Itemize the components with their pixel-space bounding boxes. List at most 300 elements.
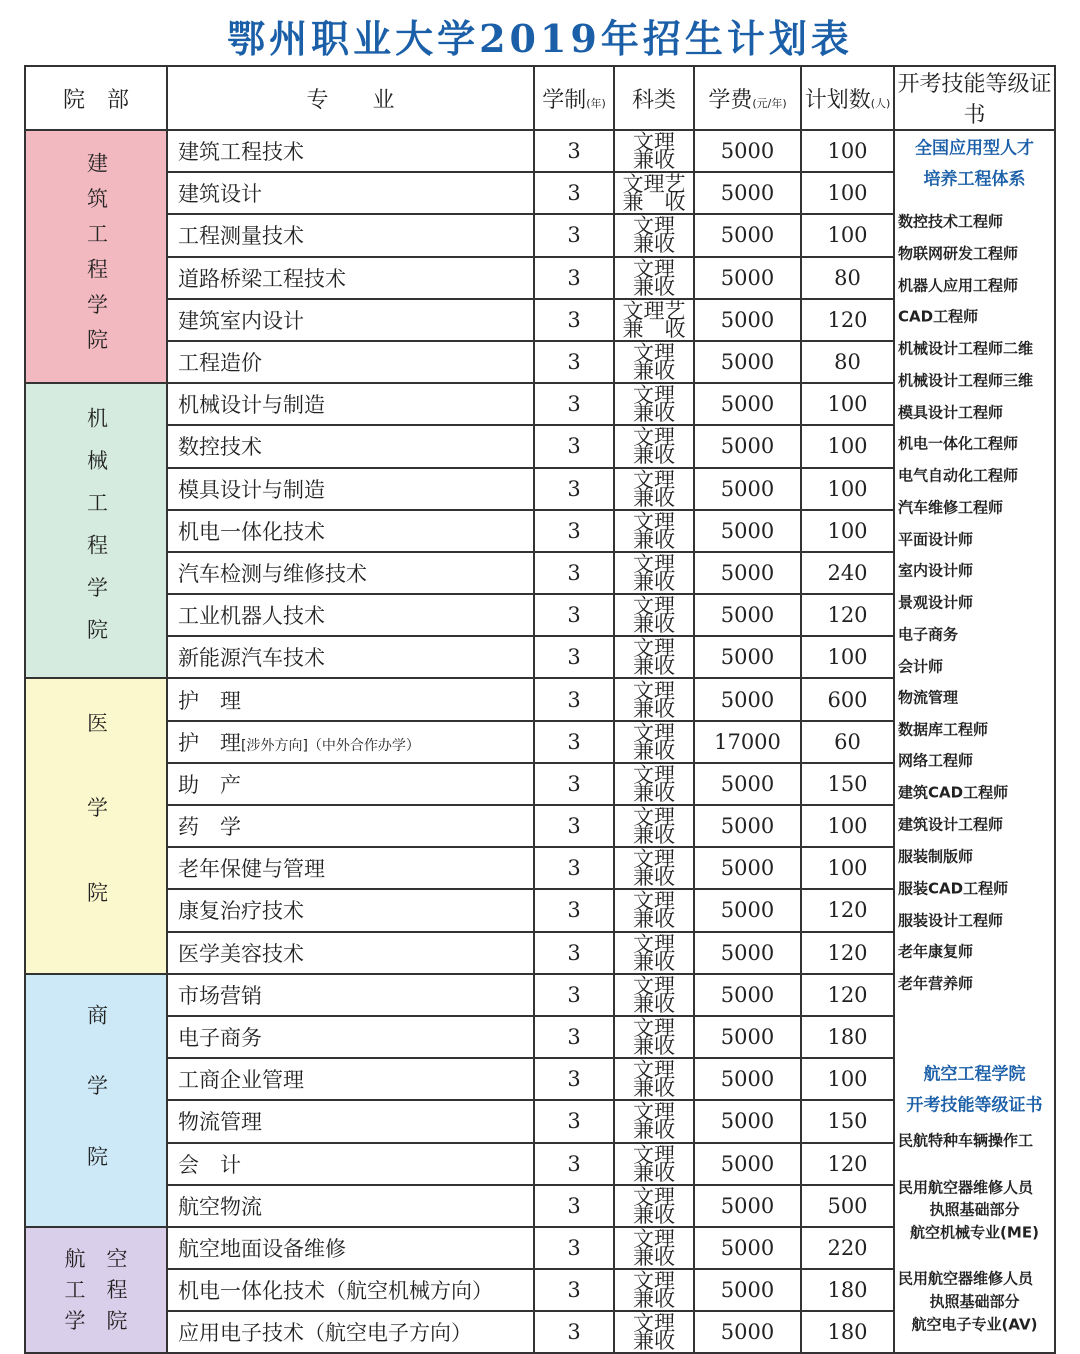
fee-cell <box>694 1185 801 1227</box>
fee-value: 5000 <box>720 350 775 375</box>
years-value: 3 <box>567 729 581 754</box>
header-years <box>534 66 614 130</box>
fee-cell <box>694 1058 801 1100</box>
category-line2: 兼收 <box>633 1118 675 1143</box>
quota-cell <box>801 214 894 256</box>
certificate-item: 景观设计师 <box>898 593 974 612</box>
fee-value: 5000 <box>720 139 775 164</box>
certificate-item: 开考技能等级证书 <box>906 1095 1043 1116</box>
major-name: 机电一体化技术 <box>178 519 325 544</box>
quota-value: 100 <box>827 181 868 206</box>
department-cell <box>25 383 167 678</box>
department-cell <box>25 974 167 1227</box>
fee-cell <box>694 257 801 299</box>
fee-value: 5000 <box>720 1235 775 1260</box>
fee-cell <box>694 510 801 552</box>
quota-value: 100 <box>827 814 868 839</box>
category-cell <box>614 552 694 594</box>
certificate-item: 网络工程师 <box>898 751 974 770</box>
fee-cell <box>694 425 801 467</box>
major-cell <box>167 1058 534 1100</box>
category-line2: 兼收 <box>633 991 675 1016</box>
years-value: 3 <box>567 1193 581 1218</box>
major-name: 机电一体化技术（航空机械方向） <box>178 1279 493 1304</box>
department-name-line: 学 院 <box>64 1308 128 1333</box>
major-name: 新能源汽车技术 <box>178 646 325 671</box>
category-line1: 文理 <box>633 636 675 661</box>
fee-cell <box>694 172 801 214</box>
fee-value: 5000 <box>720 223 775 248</box>
major-name: 模具设计与制造 <box>178 477 325 502</box>
category-line1: 文理 <box>633 341 675 366</box>
fee-value: 5000 <box>720 1067 775 1092</box>
major-name: 数控技术 <box>178 435 262 460</box>
certificate-item: 培养工程体系 <box>923 169 1026 190</box>
years-value: 3 <box>567 898 581 923</box>
certificate-item: 物流管理 <box>898 688 959 707</box>
category-line2: 兼收 <box>633 527 675 552</box>
major-cell <box>167 763 534 805</box>
fee-value: 5000 <box>720 1025 775 1050</box>
quota-value: 100 <box>827 392 868 417</box>
quota-cell <box>801 636 894 678</box>
category-line1: 文理 <box>633 762 675 787</box>
category-line2: 兼收 <box>633 148 675 173</box>
years-cell <box>534 510 614 552</box>
category-line1: 文理 <box>633 678 675 703</box>
major-name: 物流管理 <box>178 1110 262 1135</box>
fee-cell <box>694 214 801 256</box>
quota-cell <box>801 510 894 552</box>
header-fee-unit: (元/年) <box>752 96 787 110</box>
major-name: 工业机器人技术 <box>178 604 325 629</box>
major-name: 汽车检测与维修技术 <box>178 561 367 586</box>
department-name: 医学院 <box>84 712 109 967</box>
major-cell <box>167 721 534 763</box>
years-cell <box>534 130 614 172</box>
major-cell <box>167 130 534 172</box>
years-value: 3 <box>567 603 581 628</box>
years-cell <box>534 594 614 636</box>
fee-cell <box>694 1311 801 1353</box>
category-line2: 兼收 <box>633 654 675 679</box>
major-name: 护 理 <box>178 730 241 755</box>
category-cell <box>614 636 694 678</box>
quota-value: 100 <box>827 856 868 881</box>
category-line1: 文理 <box>633 594 675 619</box>
quota-cell <box>801 130 894 172</box>
department-name: 机械工程学院 <box>84 406 109 661</box>
quota-value: 120 <box>827 307 868 332</box>
fee-value: 5000 <box>720 392 775 417</box>
category-line1: 文理 <box>633 1058 675 1083</box>
years-cell <box>534 383 614 425</box>
category-line1: 文理 <box>633 720 675 745</box>
category-cell <box>614 510 694 552</box>
category-cell <box>614 1016 694 1058</box>
major-cell <box>167 1143 534 1185</box>
header-fee <box>694 66 801 130</box>
certificate-item: 会计师 <box>898 657 944 676</box>
major-name: 航空物流 <box>178 1194 262 1219</box>
category-line1: 文理 <box>633 1226 675 1251</box>
category-line2: 兼收 <box>633 612 675 637</box>
years-cell <box>534 468 614 510</box>
fee-value: 17000 <box>714 729 781 754</box>
fee-value: 5000 <box>720 645 775 670</box>
category-line2: 兼收 <box>633 232 675 257</box>
quota-value: 500 <box>827 1193 868 1218</box>
category-line1: 文理 <box>633 130 675 155</box>
category-cell <box>614 1100 694 1142</box>
years-cell <box>534 678 614 720</box>
category-line1: 文理 <box>633 805 675 830</box>
major-cell <box>167 341 534 383</box>
certificate-item: 机械设计工程师二维 <box>898 339 1034 358</box>
quota-cell <box>801 889 894 931</box>
years-cell <box>534 636 614 678</box>
major-cell <box>167 847 534 889</box>
fee-cell <box>694 847 801 889</box>
fee-value: 5000 <box>720 476 775 501</box>
quota-cell <box>801 341 894 383</box>
quota-cell <box>801 1058 894 1100</box>
certificate-item: 民航特种车辆操作工 <box>898 1131 1034 1150</box>
category-line1: 文理 <box>633 847 675 872</box>
fee-value: 5000 <box>720 687 775 712</box>
major-name: 工程测量技术 <box>178 224 304 249</box>
quota-value: 100 <box>827 645 868 670</box>
department-name-line: 航 空 <box>64 1246 128 1271</box>
fee-cell <box>694 1269 801 1311</box>
quota-cell <box>801 1227 894 1269</box>
major-name: 航空地面设备维修 <box>178 1236 346 1261</box>
years-value: 3 <box>567 223 581 248</box>
category-line2: 兼收 <box>633 485 675 510</box>
fee-value: 5000 <box>720 1109 775 1134</box>
category-cell <box>614 1143 694 1185</box>
quota-value: 100 <box>827 434 868 459</box>
certificate-item: 民用航空器维修人员 <box>898 1178 1034 1197</box>
quota-cell <box>801 1143 894 1185</box>
major-name: 康复治疗技术 <box>178 899 304 924</box>
fee-value: 5000 <box>720 898 775 923</box>
category-line1: 文理 <box>633 214 675 239</box>
years-value: 3 <box>567 1151 581 1176</box>
years-cell <box>534 257 614 299</box>
years-value: 3 <box>567 265 581 290</box>
quota-value: 120 <box>827 1151 868 1176</box>
category-line2: 兼收 <box>633 738 675 763</box>
category-line2: 兼 收 <box>622 316 686 341</box>
years-value: 3 <box>567 392 581 417</box>
certificate-item: 汽车维修工程师 <box>898 498 1004 517</box>
certificate-item: 服装制版师 <box>898 847 974 866</box>
fee-cell <box>694 763 801 805</box>
major-cell <box>167 552 534 594</box>
category-line2: 兼收 <box>633 1287 675 1312</box>
years-value: 3 <box>567 814 581 839</box>
quota-cell <box>801 172 894 214</box>
category-line2: 兼收 <box>633 1329 675 1354</box>
major-cell <box>167 172 534 214</box>
department-name-line: 工 程 <box>64 1277 128 1302</box>
quota-cell <box>801 1311 894 1353</box>
category-line1: 文理 <box>633 1016 675 1041</box>
quota-value: 150 <box>827 1109 868 1134</box>
category-cell <box>614 932 694 974</box>
quota-value: 80 <box>834 265 861 290</box>
page-title: 鄂州职业大学2019年招生计划表 <box>227 16 853 61</box>
quota-value: 100 <box>827 476 868 501</box>
category-cell <box>614 1227 694 1269</box>
fee-cell <box>694 130 801 172</box>
major-name: 电子商务 <box>178 1026 262 1051</box>
years-value: 3 <box>567 982 581 1007</box>
category-line1: 文理艺 <box>622 172 686 197</box>
fee-value: 5000 <box>720 1151 775 1176</box>
fee-cell <box>694 805 801 847</box>
category-cell <box>614 130 694 172</box>
category-line2: 兼收 <box>633 443 675 468</box>
category-line2: 兼收 <box>633 907 675 932</box>
quota-value: 220 <box>827 1235 868 1260</box>
quota-cell <box>801 932 894 974</box>
years-value: 3 <box>567 518 581 543</box>
years-value: 3 <box>567 1320 581 1345</box>
major-cell <box>167 425 534 467</box>
fee-value: 5000 <box>720 771 775 796</box>
years-cell <box>534 1100 614 1142</box>
years-value: 3 <box>567 1278 581 1303</box>
quota-value: 120 <box>827 940 868 965</box>
major-name: 建筑设计 <box>178 182 262 207</box>
category-line1: 文理 <box>633 1184 675 1209</box>
certificate-item: 机械设计工程师三维 <box>898 371 1034 390</box>
certificate-item: 执照基础部分 <box>929 1292 1020 1311</box>
fee-value: 5000 <box>720 307 775 332</box>
category-cell <box>614 974 694 1016</box>
certificate-item: 老年营养师 <box>898 974 974 993</box>
years-value: 3 <box>567 856 581 881</box>
years-cell <box>534 889 614 931</box>
major-name: 工程造价 <box>178 351 262 376</box>
major-name: 应用电子技术（航空电子方向） <box>178 1321 472 1346</box>
years-cell <box>534 1269 614 1311</box>
certificate-item: 机器人应用工程师 <box>898 276 1019 295</box>
major-name: 市场营销 <box>178 983 262 1008</box>
category-line1: 文理 <box>633 551 675 576</box>
fee-value: 5000 <box>720 518 775 543</box>
fee-value: 5000 <box>720 1278 775 1303</box>
quota-value: 180 <box>827 1025 868 1050</box>
quota-cell <box>801 1185 894 1227</box>
certificate-item: 数控技术工程师 <box>898 212 1004 231</box>
major-name: 助 产 <box>178 772 241 797</box>
major-name: 会 计 <box>178 1152 241 1177</box>
years-value: 3 <box>567 1067 581 1092</box>
category-cell <box>614 805 694 847</box>
quota-cell <box>801 383 894 425</box>
header-major <box>167 66 534 130</box>
quota-value: 180 <box>827 1320 868 1345</box>
department-cell <box>25 130 167 383</box>
quota-value: 240 <box>827 560 868 585</box>
years-cell <box>534 1016 614 1058</box>
category-line1: 文理 <box>633 1311 675 1336</box>
quota-cell <box>801 763 894 805</box>
category-line1: 文理 <box>633 256 675 281</box>
certificate-item: 执照基础部分 <box>929 1200 1020 1219</box>
category-line2: 兼收 <box>633 865 675 890</box>
category-cell <box>614 763 694 805</box>
years-cell <box>534 341 614 383</box>
fee-cell <box>694 341 801 383</box>
major-name: 机械设计与制造 <box>178 393 325 418</box>
quota-value: 120 <box>827 603 868 628</box>
certificate-item: 航空机械专业(ME) <box>910 1223 1039 1242</box>
header-cert-label: 开考技能等级证书 <box>897 72 1052 128</box>
major-name: 医学美容技术 <box>178 941 304 966</box>
years-cell <box>534 214 614 256</box>
header-quota-unit: (人) <box>870 96 891 110</box>
certificate-item: 室内设计师 <box>898 561 974 580</box>
certificate-item: 电气自动化工程师 <box>898 466 1019 485</box>
years-value: 3 <box>567 181 581 206</box>
years-value: 3 <box>567 687 581 712</box>
years-cell <box>534 299 614 341</box>
category-cell <box>614 1185 694 1227</box>
fee-cell <box>694 678 801 720</box>
category-line1: 文理 <box>633 889 675 914</box>
years-cell <box>534 974 614 1016</box>
certificate-item: 机电一体化工程师 <box>898 434 1019 453</box>
certificate-item: 建筑CAD工程师 <box>898 783 1009 802</box>
quota-value: 120 <box>827 982 868 1007</box>
category-line2: 兼收 <box>633 569 675 594</box>
major-cell <box>167 594 534 636</box>
fee-cell <box>694 974 801 1016</box>
header-category-label: 科类 <box>631 87 676 113</box>
fee-cell <box>694 383 801 425</box>
category-line1: 文理 <box>633 931 675 956</box>
major-cell <box>167 214 534 256</box>
major-name: 道路桥梁工程技术 <box>178 266 346 291</box>
quota-cell <box>801 1100 894 1142</box>
quota-cell <box>801 552 894 594</box>
category-line2: 兼收 <box>633 696 675 721</box>
fee-value: 5000 <box>720 814 775 839</box>
years-value: 3 <box>567 940 581 965</box>
fee-cell <box>694 468 801 510</box>
major-name: 药 学 <box>178 815 241 840</box>
category-line1: 文理 <box>633 1269 675 1294</box>
years-value: 3 <box>567 307 581 332</box>
quota-value: 180 <box>827 1278 868 1303</box>
fee-cell <box>694 889 801 931</box>
fee-value: 5000 <box>720 1320 775 1345</box>
years-value: 3 <box>567 139 581 164</box>
quota-cell <box>801 257 894 299</box>
category-line2: 兼收 <box>633 1160 675 1185</box>
header-dept-label: 院 部 <box>62 87 129 113</box>
quota-value: 120 <box>827 898 868 923</box>
certificate-item: 航空工程学院 <box>923 1064 1026 1085</box>
major-cell <box>167 1269 534 1311</box>
certificate-item: 服装CAD工程师 <box>898 879 1009 898</box>
quota-cell <box>801 594 894 636</box>
header-fee-label: 学费 <box>708 87 753 113</box>
certificate-item: 航空电子专业(AV) <box>911 1315 1038 1334</box>
category-cell <box>614 425 694 467</box>
certificate-item: 电子商务 <box>898 625 959 644</box>
quota-value: 100 <box>827 1067 868 1092</box>
category-line1: 文理 <box>633 509 675 534</box>
years-value: 3 <box>567 350 581 375</box>
category-line1: 文理 <box>633 1142 675 1167</box>
category-line2: 兼收 <box>633 274 675 299</box>
years-cell <box>534 932 614 974</box>
quota-cell <box>801 1016 894 1058</box>
quota-cell <box>801 974 894 1016</box>
years-cell <box>534 1143 614 1185</box>
fee-value: 5000 <box>720 560 775 585</box>
years-cell <box>534 1058 614 1100</box>
category-line1: 文理 <box>633 973 675 998</box>
major-cell <box>167 1100 534 1142</box>
fee-cell <box>694 636 801 678</box>
header-years-label: 学制 <box>542 87 587 113</box>
category-line1: 文理 <box>633 383 675 408</box>
years-cell <box>534 847 614 889</box>
category-line2: 兼 收 <box>622 190 686 215</box>
years-value: 3 <box>567 1109 581 1134</box>
fee-value: 5000 <box>720 265 775 290</box>
major-cell <box>167 678 534 720</box>
quota-value: 60 <box>834 729 861 754</box>
major-cell <box>167 1185 534 1227</box>
category-line1: 文理 <box>633 1100 675 1125</box>
major-cell <box>167 636 534 678</box>
fee-cell <box>694 594 801 636</box>
certificate-item: 建筑设计工程师 <box>898 815 1004 834</box>
certificate-item: 平面设计师 <box>898 530 974 549</box>
category-line2: 兼收 <box>633 823 675 848</box>
category-cell <box>614 468 694 510</box>
fee-cell <box>694 721 801 763</box>
years-value: 3 <box>567 1025 581 1050</box>
fee-value: 5000 <box>720 940 775 965</box>
quota-value: 100 <box>827 223 868 248</box>
quota-cell <box>801 721 894 763</box>
header-quota <box>801 66 894 130</box>
quota-cell <box>801 1269 894 1311</box>
years-value: 3 <box>567 560 581 585</box>
category-cell <box>614 341 694 383</box>
fee-value: 5000 <box>720 982 775 1007</box>
header-years-unit: (年) <box>586 96 606 110</box>
department-cell <box>25 678 167 973</box>
header-dept <box>25 66 167 130</box>
certificate-item: 老年康复师 <box>898 942 974 961</box>
major-cell <box>167 932 534 974</box>
major-cell <box>167 510 534 552</box>
quota-value: 600 <box>827 687 868 712</box>
quota-cell <box>801 805 894 847</box>
certificate-item: 民用航空器维修人员 <box>898 1269 1034 1288</box>
category-cell <box>614 1058 694 1100</box>
certificate-item: 数据库工程师 <box>898 720 989 739</box>
